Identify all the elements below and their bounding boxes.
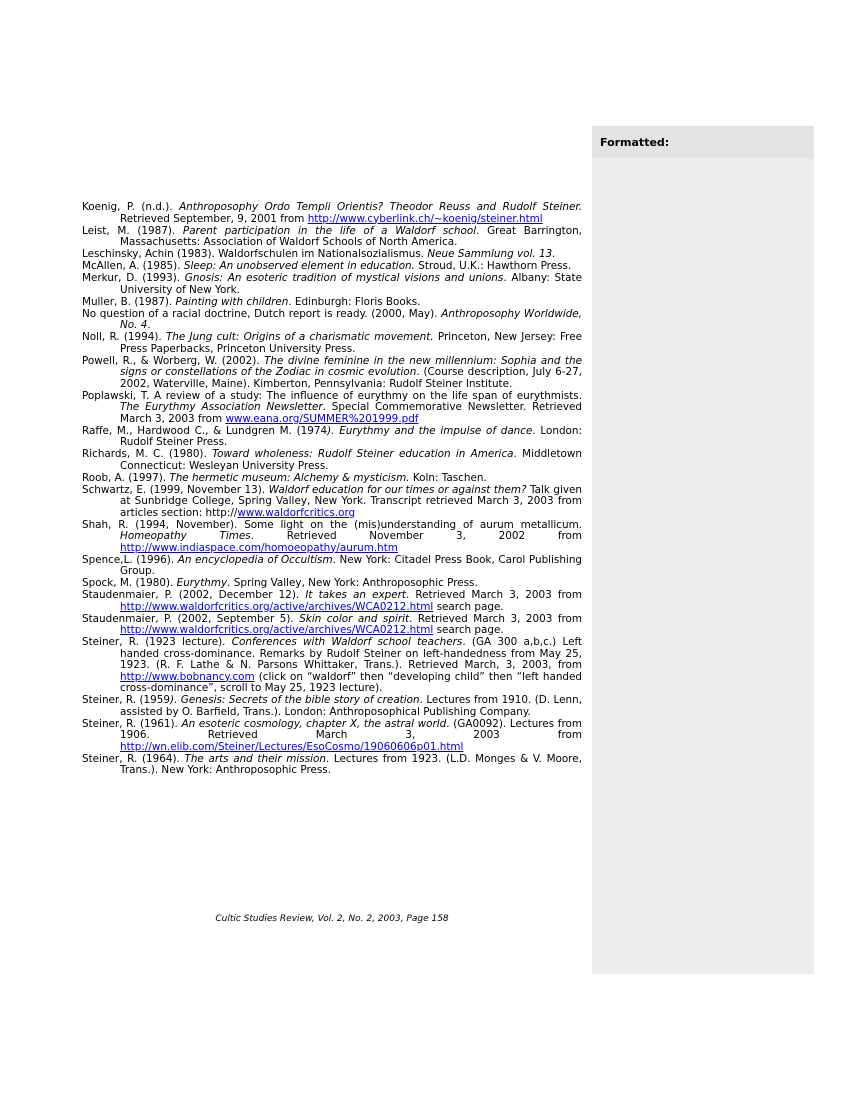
reference-link[interactable]: www.eana.org/SUMMER%201999.pdf [225,412,419,425]
reference-entry [82,614,582,637]
reference-entry [82,449,582,472]
reference-entry [82,695,582,718]
reference-text: Stroud, U.K.: Hawthorn Press. [414,260,572,272]
reference-title: ). Genesis: Secrets of the bible story of creation [170,694,420,706]
reference-text: Koln: Taschen. [409,471,487,484]
reference-title: Gnosis: An esoteric tradition of mystical visions and unions [184,272,504,284]
reference-entry [82,356,582,391]
comments-pane [592,126,814,974]
reference-title: Painting with children [175,295,289,308]
reference-link[interactable]: http://www.bobnancy.com [120,670,255,683]
reference-text: . Spring Valley, New York: Anthroposophic Press. [227,577,478,589]
reference-text: . Edinburgh: Floris Books. [288,295,421,308]
reference-text: Steiner, R. (1964). [82,752,185,765]
reference-link[interactable]: www.waldorfcritics.org [237,506,356,519]
reference-text: Raffe, M., Hardwood C., & Lundgren M. (1974 [82,424,328,437]
reference-entry [82,555,582,578]
reference-title: The divine feminine in the new millennium: Sophia and the signs or constellations of the Zodiac in cosmic evolution [120,354,582,378]
reference-text: . (GA 300 a,b,c.) Left handed cross-dominance. Remarks by Rudolf Steiner on left-handedness from May 25, 1923. (R. F. Lathe & N. Parsons Whittaker, Trans.). Retrieved March, 3, 2003, from [120,636,583,671]
reference-title: Homeopathy Times [120,530,251,542]
reference-text: . Retrieved March 3, 2003 from [405,589,582,601]
reference-title: ). Eurythmy and the impulse of dance [327,424,533,437]
reference-entry [82,485,582,520]
reference-entry [82,426,582,449]
reference-title: Conferences with Waldorf school teachers [231,636,463,648]
reference-text: (click on “waldorf” then “developing child” then “left handed cross-dominance”, scroll to May 25, 1923 lecture). [120,670,582,694]
reference-text: Leschinsky, Achin (1983). Waldorfschulen im Nationalsozialismus. [82,248,428,260]
reference-text: . (GA0092). Lectures from 1906. Retrieved March 3, 2003 from [120,717,582,741]
reference-text: Richards, M. C. (1980). [82,448,213,460]
reference-text: Spence,L. (1996). [82,553,178,566]
reference-entry [82,226,582,249]
reference-text: Steiner, R. (1961). [82,717,182,730]
reference-entry [82,473,582,485]
reference-entry [82,637,582,695]
reference-entry [82,391,582,426]
reference-link[interactable]: http://www.waldorfcritics.org/active/archives/WCA0212.html [120,624,434,636]
reference-title: Sleep: An unobserved element in education. [183,260,415,272]
reference-title: Anthroposophy Worldwide, No. 4 [120,307,582,331]
reference-text: Leist, M. (1987). [82,224,183,237]
reference-text: Roob, A. (1997). [82,471,170,484]
reference-text: Koenig, P. (n.d.). [82,201,180,213]
reference-text: . London: Rudolf Steiner Press. [120,424,582,448]
reference-text: search page. [433,600,504,613]
comment-title: Formatted: [600,136,670,149]
reference-title: Skin color and spirit [299,612,410,625]
reference-text: No question of a racial doctrine, Dutch report is ready. (2000, May). [82,307,442,320]
reference-text: . (Course description, July 6-27, 2002, Waterville, Maine). Kimberton, Pennsylvania: Rudolf Steiner Institute. [120,366,583,390]
reference-text: Steiner, R. (1923 lecture). [82,636,232,648]
reference-entry [82,754,582,777]
reference-link[interactable]: http://www.cyberlink.ch/~koenig/steiner.html [307,212,543,225]
reference-text: Shah, R. (1994, November). Some light on the (mis)understanding of aurum metallicum. [82,518,582,531]
reference-text: Staudenmaier, P. (2002, December 12). [82,589,306,601]
reference-title: The Eurythmy Association Newsletter [120,401,323,413]
reference-link[interactable]: http://www.indiaspace.com/homoeopathy/aurum.htm [120,541,398,554]
reference-text: Poplawski, T. A review of a study: The influence of eurythmy on the life span of eurythmists. [82,389,582,402]
reference-link[interactable]: http://www.waldorfcritics.org/active/archives/WCA0212.html [120,600,434,613]
reference-title: The hermetic museum: Alchemy & mysticism. [169,471,410,484]
reference-text: Princeton, New Jersey: Free Press Paperbacks, Princeton University Press. [120,331,582,355]
reference-title: An encyclopedia of Occultism [177,553,333,566]
reference-entry [82,578,582,590]
reference-text: Staudenmaier, P. (2002, September 5). [82,612,300,625]
reference-text: Talk given at Sunbridge College, Spring Valley, New York. Transcript retrieved March 3, 2003 from articles section: http:// [120,483,582,519]
reference-entry [82,332,582,355]
reference-text: Schwartz, E. (1999, November 13). [82,483,269,496]
reference-text: Merkur, D. (1993). [82,272,185,284]
reference-text: Steiner, R. (1959 [82,694,170,706]
reference-entry [82,309,582,332]
reference-entry [82,590,582,613]
reference-link[interactable]: http://wn.elib.com/Steiner/Lectures/EsoCosmo/19060606p01.html [120,740,464,753]
reference-text: . Lectures from 1923. (L.D. Monges & V. Moore, Trans.). New York: Anthroposophic Press. [120,752,582,776]
reference-entry [82,520,582,555]
reference-entry [82,719,582,754]
reference-entry [82,202,582,225]
reference-text: . Albany: State University of New York. [120,272,582,296]
page-footer: Cultic Studies Review, Vol. 2, No. 2, 2003, Page 158 [215,914,449,924]
reference-title: It takes an expert [305,589,406,601]
reference-entry [82,297,582,309]
reference-title: Anthroposophy Ordo Templi Orientis? Theodor Reuss and Rudolf Steiner. [179,201,583,213]
reference-entry [82,273,582,296]
reference-text: . Lectures from 1910. (D. Lenn, assisted by O. Barfield, Trans.). London: Anthroposophical Publishing Company. [120,694,582,718]
reference-text: Noll, R. (1994). [82,331,166,343]
reference-text: McAllen, A. (1985). [82,260,184,272]
reference-text: Retrieved September, 9, 2001 from [120,212,308,225]
reference-title: An esoteric cosmology, chapter X, the astral world [181,717,447,730]
reference-title: Toward wholeness: Rudolf Steiner education in America [212,448,514,460]
reference-text: . Retrieved March 3, 2003 from [409,612,582,625]
reference-title: Neue Sammlung vol. 13. [427,248,556,260]
comment-balloon[interactable] [592,126,814,158]
reference-text: search page. [433,624,504,636]
reference-text: . New York: Citadel Press Book, Carol Publishing Group. [120,553,583,577]
reference-text: Muller, B. (1987). [82,295,176,308]
reference-text: . Special Commemorative Newsletter. Retrieved March 3, 2003 from [120,401,583,425]
reference-text: . [147,319,151,331]
reference-title: Parent participation in the life of a Waldorf school [182,224,477,237]
reference-text: . Retrieved November 3, 2002 from [250,530,582,542]
reference-text: Spock, M. (1980). [82,577,177,589]
reference-list [82,202,582,777]
reference-text: Powell, R., & Worberg, W. (2002). [82,354,265,367]
reference-title: Eurythmy [176,577,228,589]
reference-title: Waldorf education for our times or against them? [268,483,527,496]
reference-entry [82,261,582,273]
reference-entry [82,249,582,261]
reference-text: . Great Barrington, Massachusetts: Association of Waldorf Schools of North America. [120,224,582,248]
reference-title: The arts and their mission [184,752,326,765]
reference-text: . Middletown Connecticut: Wesleyan University Press. [120,448,582,472]
reference-title: The Jung cult: Origins of a charismatic movement. [165,331,434,343]
